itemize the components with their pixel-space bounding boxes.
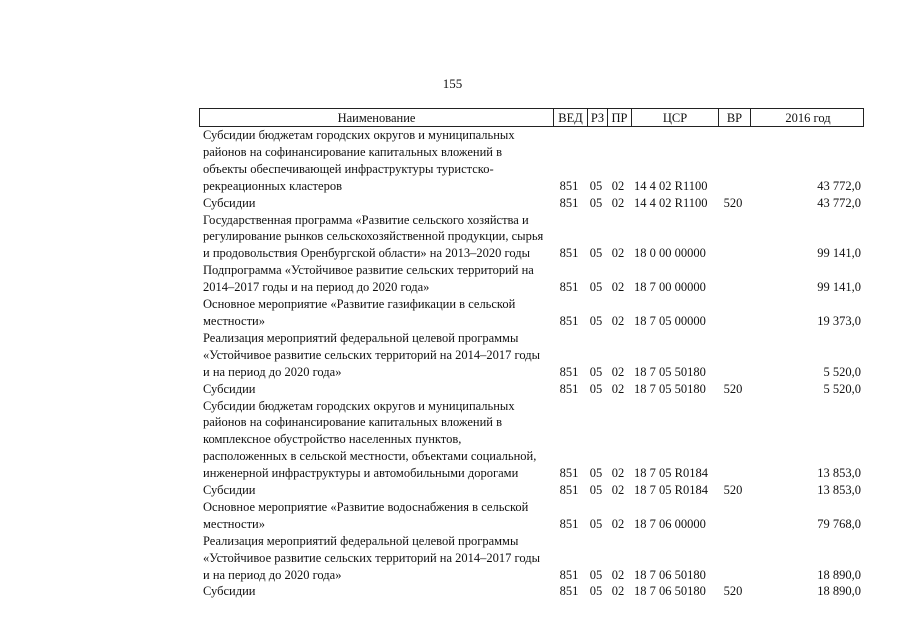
row-ved: 851 (559, 466, 579, 481)
row-name: Подпрограмма «Устойчивое развитие сельских территорий на 2014–2017 годы и на период до 2020 года» (203, 263, 534, 295)
header-year: 2016 год (750, 109, 865, 126)
row-name: Реализация мероприятий федеральной целевой программы «Устойчивое развитие сельских территорий на 2014–2017 годы и на период до 2020 года» (203, 330, 540, 379)
row-ved: 851 (559, 381, 579, 396)
row-csr: 18 7 05 R0184 (634, 483, 708, 498)
header-pr: ПР (607, 109, 631, 126)
row-ved: 851 (559, 516, 579, 531)
row-pr: 02 (611, 466, 625, 481)
table-row (199, 398, 864, 483)
row-pr: 02 (611, 567, 625, 582)
row-rz: 05 (589, 280, 603, 295)
row-csr: 18 7 05 50180 (634, 364, 706, 379)
row-vr: 520 (723, 381, 743, 396)
table-row (199, 127, 864, 195)
row-name: Государственная программа «Развитие сельского хозяйства и регулирование рынков сельскохозяйственной продукции, сырья и продовольствия Оренбургской области» на 2013–2020 годы (203, 212, 544, 261)
row-csr: 18 7 05 00000 (634, 313, 706, 328)
row-name: Основное мероприятие «Развитие водоснабжения в сельской местности» (203, 499, 529, 531)
row-amount: 43 772,0 (817, 195, 861, 210)
row-rz: 05 (589, 313, 603, 328)
row-name: Субсидии бюджетам городских округов и муниципальных районов на софинансирование капитальных вложений в объекты обеспечивающей инфраструктуры туристско-рекреационных кластеров (203, 128, 515, 193)
table-row (199, 499, 864, 533)
row-vr: 520 (723, 584, 743, 599)
row-ved: 851 (559, 567, 579, 582)
row-amount: 19 373,0 (817, 313, 861, 328)
row-amount: 18 890,0 (817, 567, 861, 582)
row-rz: 05 (589, 466, 603, 481)
row-rz: 05 (589, 483, 603, 498)
row-amount: 5 520,0 (823, 381, 861, 396)
row-amount: 99 141,0 (817, 246, 861, 261)
header-name: Наименование (337, 111, 416, 125)
row-ved: 851 (559, 483, 579, 498)
header-ved: ВЕД (553, 109, 587, 126)
row-name: Субсидии (203, 584, 256, 599)
row-amount: 13 853,0 (817, 483, 861, 498)
row-pr: 02 (611, 178, 625, 193)
row-pr: 02 (611, 483, 625, 498)
row-ved: 851 (559, 246, 579, 261)
row-pr: 02 (611, 364, 625, 379)
row-name: Субсидии бюджетам городских округов и муниципальных районов на софинансирование капитальных вложений в комплексное обустройство населенных пунктов, расположенных в сельской местности, объектами социальной, инженерной инфраструктуры и автомобильными дорогами (203, 398, 537, 481)
row-amount: 13 853,0 (817, 466, 861, 481)
header-rz: РЗ (587, 109, 607, 126)
table-row (199, 533, 864, 584)
table-row (199, 330, 864, 381)
row-pr: 02 (611, 381, 625, 396)
table-row (199, 296, 864, 330)
row-amount: 99 141,0 (817, 280, 861, 295)
row-rz: 05 (589, 381, 603, 396)
table-row (199, 262, 864, 296)
row-csr: 18 7 00 00000 (634, 280, 706, 295)
row-csr: 14 4 02 R1100 (634, 178, 708, 193)
row-pr: 02 (611, 280, 625, 295)
table-row (199, 583, 864, 600)
row-rz: 05 (589, 516, 603, 531)
row-csr: 18 7 05 R0184 (634, 466, 708, 481)
row-amount: 5 520,0 (823, 364, 861, 379)
row-ved: 851 (559, 313, 579, 328)
row-pr: 02 (611, 195, 625, 210)
row-rz: 05 (589, 178, 603, 193)
row-pr: 02 (611, 516, 625, 531)
table-row (199, 381, 864, 398)
row-pr: 02 (611, 313, 625, 328)
header-vr: ВР (718, 109, 750, 126)
table-row (199, 212, 864, 263)
row-rz: 05 (589, 567, 603, 582)
row-name: Субсидии (203, 195, 256, 210)
row-name: Реализация мероприятий федеральной целевой программы «Устойчивое развитие сельских территорий на 2014–2017 годы и на период до 2020 года» (203, 533, 540, 582)
row-ved: 851 (559, 280, 579, 295)
row-pr: 02 (611, 246, 625, 261)
row-ved: 851 (559, 178, 579, 193)
row-amount: 43 772,0 (817, 178, 861, 193)
table-row (199, 195, 864, 212)
row-csr: 14 4 02 R1100 (634, 195, 708, 210)
row-vr: 520 (723, 483, 743, 498)
budget-table (199, 108, 864, 600)
row-csr: 18 7 06 50180 (634, 584, 706, 599)
header-csr: ЦСР (631, 109, 718, 126)
row-rz: 05 (589, 195, 603, 210)
row-csr: 18 7 06 50180 (634, 567, 706, 582)
row-amount: 79 768,0 (817, 516, 861, 531)
row-csr: 18 7 06 00000 (634, 516, 706, 531)
row-csr: 18 0 00 00000 (634, 246, 706, 261)
row-pr: 02 (611, 584, 625, 599)
table-body (199, 127, 864, 600)
row-ved: 851 (559, 584, 579, 599)
row-rz: 05 (589, 364, 603, 379)
row-rz: 05 (589, 584, 603, 599)
row-amount: 18 890,0 (817, 584, 861, 599)
row-ved: 851 (559, 195, 579, 210)
row-csr: 18 7 05 50180 (634, 381, 706, 396)
row-rz: 05 (589, 246, 603, 261)
page-number: 155 (442, 76, 463, 91)
row-name: Основное мероприятие «Развитие газификации в сельской местности» (203, 297, 516, 328)
row-name: Субсидии (203, 381, 256, 396)
row-vr: 520 (723, 195, 743, 210)
table-header (199, 108, 864, 127)
table-row (199, 482, 864, 499)
row-ved: 851 (559, 364, 579, 379)
row-name: Субсидии (203, 483, 256, 498)
